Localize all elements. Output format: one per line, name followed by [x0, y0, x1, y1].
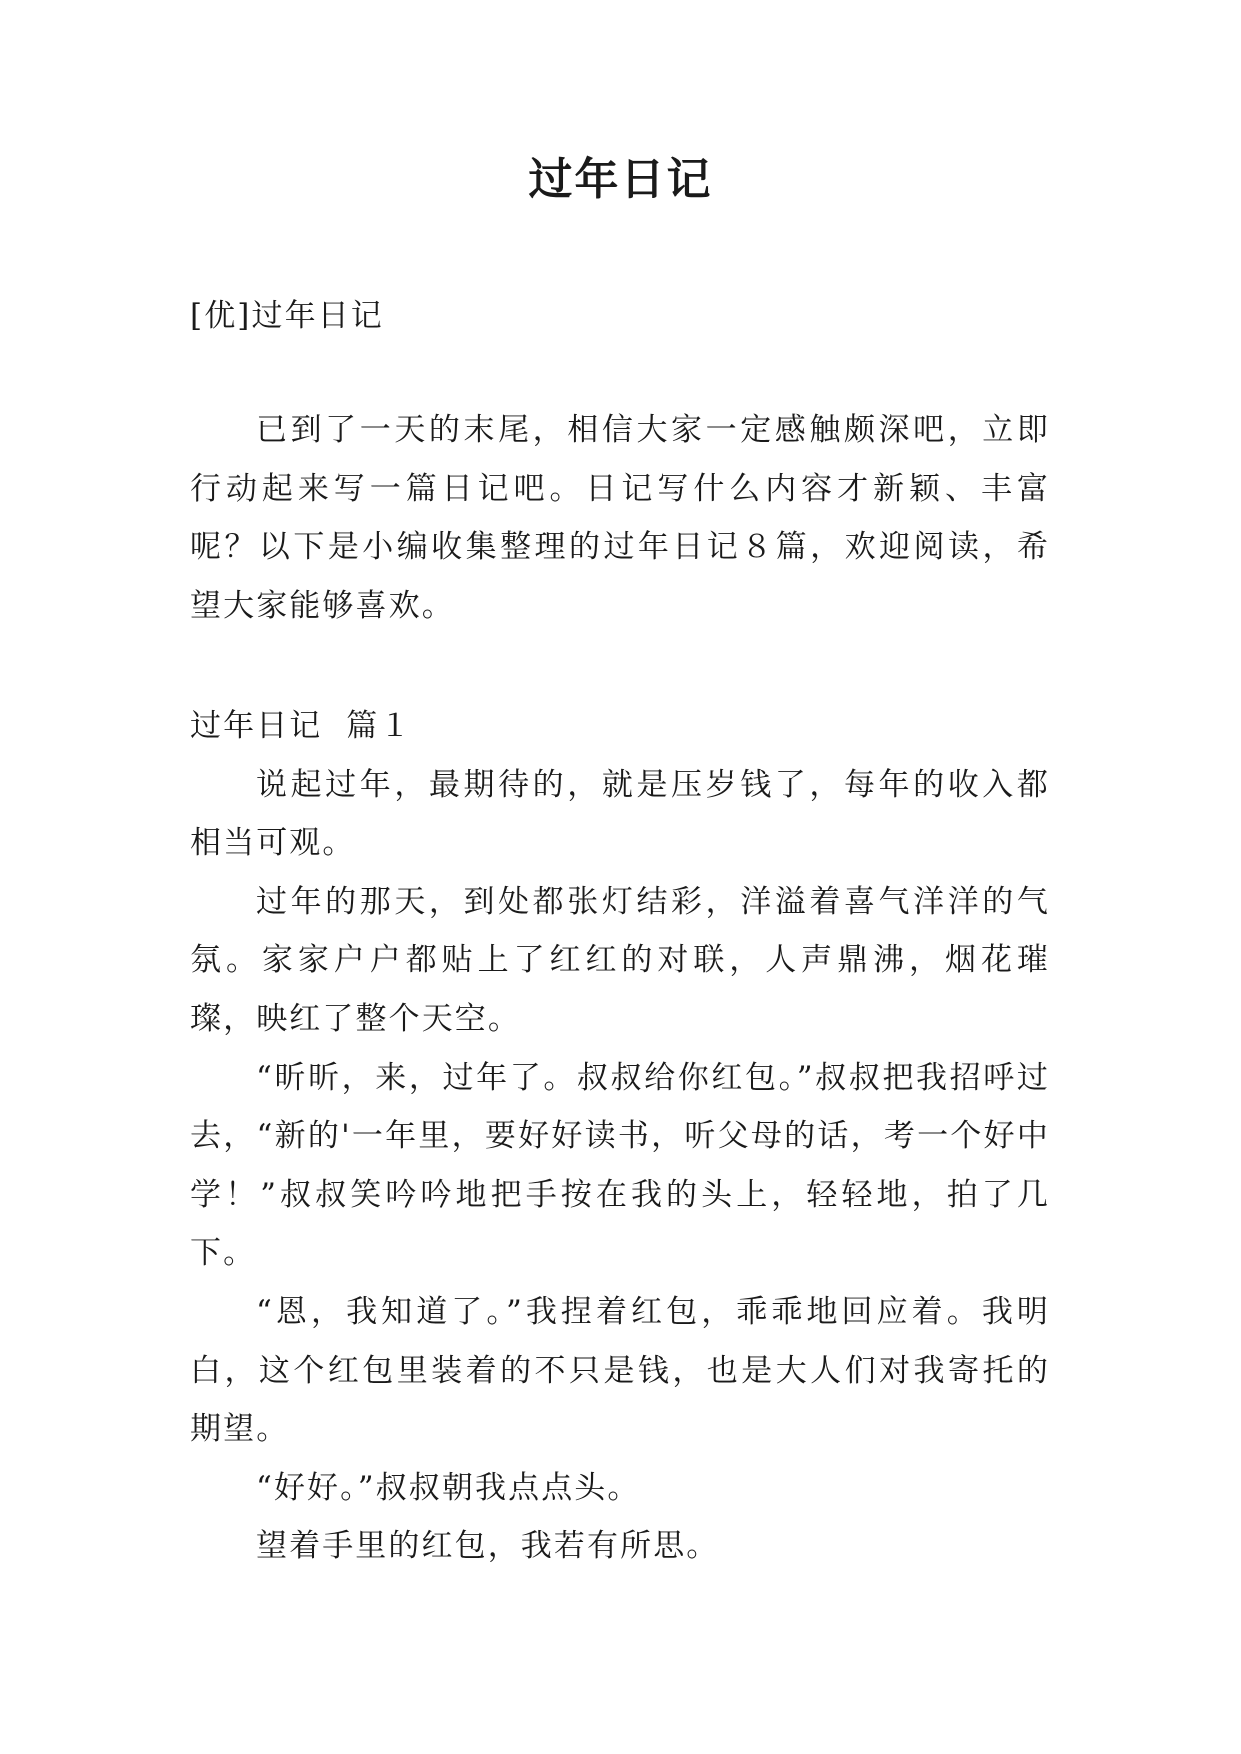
section-1: [190, 697, 1050, 1576]
section-1-paragraph-1: 说起过年，最期待的，就是压岁钱了，每年的收入都相当可观。: [190, 766, 1050, 862]
section-1-paragraph-5: “好好。”叔叔朝我点点头。: [256, 1469, 641, 1506]
document-subtitle: [优]过年日记: [190, 298, 384, 334]
section-1-paragraph-3: “昕昕，来，过年了。叔叔给你红包。”叔叔把我招呼过去，“新的'一年里，要好好读书，听父母的话，考一个好中学！”叔叔笑吟吟地把手按在我的头上，轻轻地，拍了几下。: [190, 1059, 1050, 1272]
section-1-paragraph-6: 望着手里的红包，我若有所思。: [256, 1528, 720, 1565]
section-1-paragraph-2: 过年的那天，到处都张灯结彩，洋溢着喜气洋洋的气氛。家家户户都贴上了红红的对联，人声鼎沸，烟花璀璨，映红了整个天空。: [190, 883, 1050, 1037]
section-1-paragraph-4: “恩，我知道了。”我捏着红包，乖乖地回应着。我明白，这个红包里装着的不只是钱，也是大人们对我寄托的期望。: [190, 1293, 1050, 1448]
section-1-heading: 过年日记 篇１: [190, 708, 413, 744]
document-title: 过年日记: [528, 154, 713, 205]
intro-paragraph: 已到了一天的末尾，相信大家一定感触颇深吧，立即行动起来写一篇日记吧。日记写什么内容才新颖、丰富呢？以下是小编收集整理的过年日记８篇，欢迎阅读，希望大家能够喜欢。: [190, 412, 1050, 624]
